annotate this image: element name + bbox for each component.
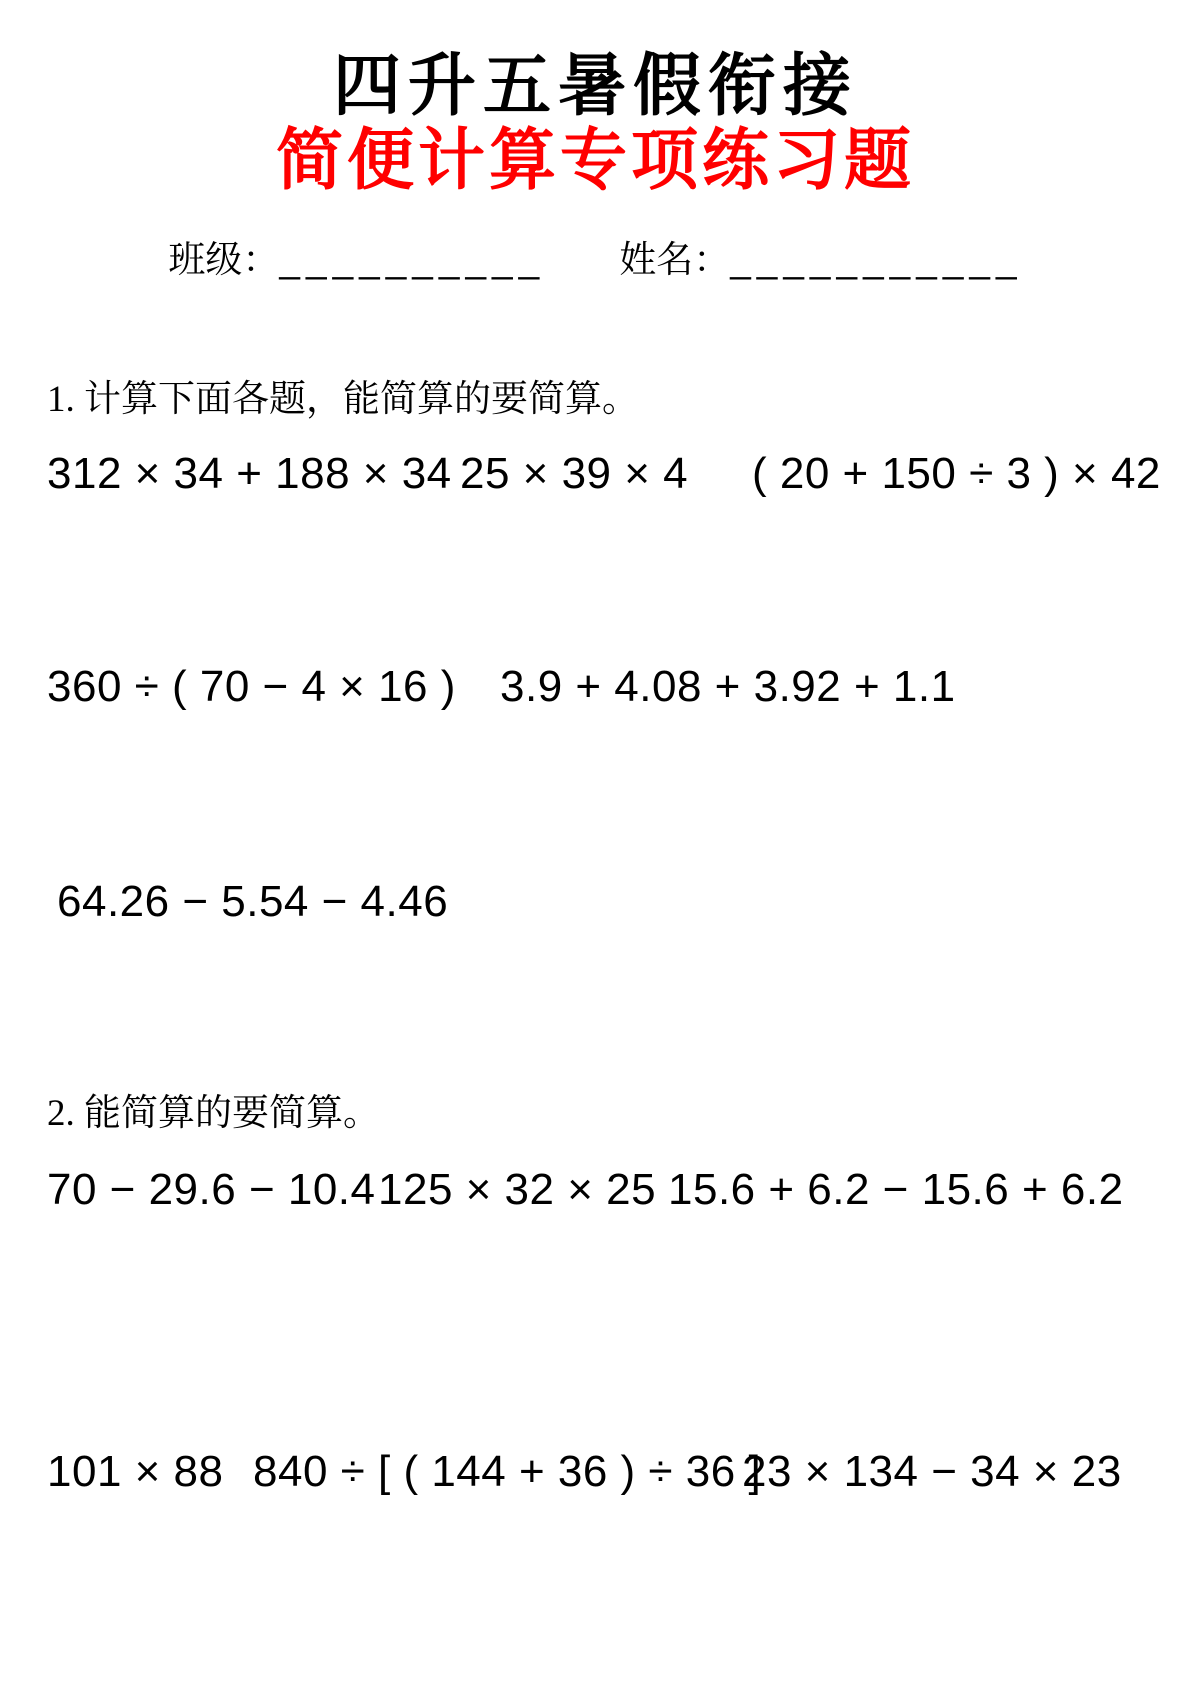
expression-s2-r1-c2: 125 × 32 × 25 bbox=[378, 1165, 657, 1214]
expression-s1-r3-c1: 64.26 − 5.54 − 4.46 bbox=[57, 877, 449, 926]
section1-heading: 1. 计算下面各题，能简算的要简算。 bbox=[47, 379, 639, 420]
worksheet-title-main: 四升五暑假衔接 bbox=[332, 48, 858, 124]
expression-s2-r1-c3: 15.6 + 6.2 − 15.6 + 6.2 bbox=[668, 1165, 1124, 1214]
expression-s1-r1-c2: 25 × 39 × 4 bbox=[460, 449, 689, 498]
class-label: 班级： bbox=[168, 240, 280, 281]
expression-s1-r1-c1: 312 × 34 + 188 × 34 bbox=[47, 449, 452, 498]
worksheet-title-subtitle: 简便计算专项练习题 bbox=[276, 124, 915, 198]
name-blank-line: ___________ bbox=[730, 239, 1023, 280]
expression-s2-r2-c3: 23 × 134 − 34 × 23 bbox=[742, 1447, 1122, 1496]
expression-s2-r2-c1: 101 × 88 bbox=[47, 1447, 224, 1496]
worksheet-title-block bbox=[0, 48, 1191, 198]
expression-s1-r2-c1: 360 ÷ ( 70 − 4 × 16 ) bbox=[47, 662, 456, 711]
expression-s2-r1-c1: 70 − 29.6 − 10.4 bbox=[47, 1165, 376, 1214]
section2-heading: 2. 能简算的要简算。 bbox=[47, 1093, 380, 1134]
class-blank-line: __________ bbox=[279, 239, 546, 280]
class-field bbox=[168, 238, 545, 283]
name-field bbox=[619, 238, 1022, 283]
expression-s2-r2-c2: 840 ÷ [ ( 144 + 36 ) ÷ 36 ] bbox=[253, 1447, 762, 1496]
name-label: 姓名： bbox=[619, 240, 731, 281]
expression-s1-r1-c3: ( 20 + 150 ÷ 3 ) × 42 bbox=[752, 449, 1161, 498]
student-info-row bbox=[0, 238, 1191, 283]
expression-s1-r2-c2: 3.9 + 4.08 + 3.92 + 1.1 bbox=[500, 662, 956, 711]
